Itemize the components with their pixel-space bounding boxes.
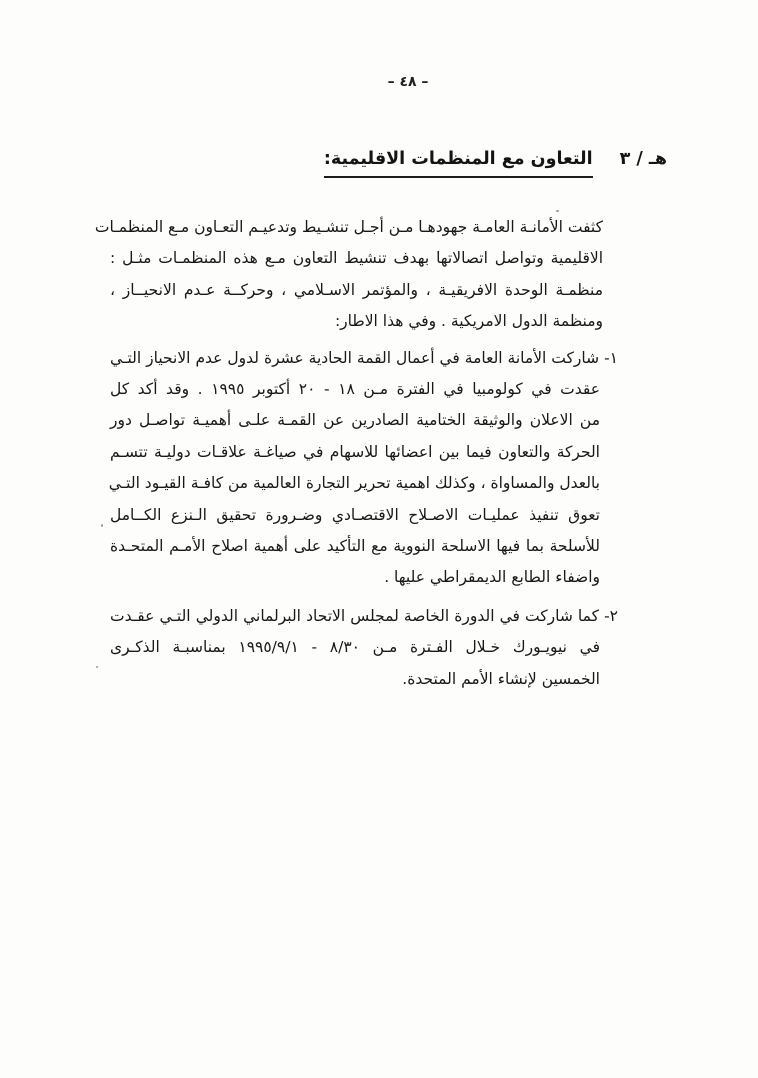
section-title: التعاون مع المنظمات الاقليمية: [324, 149, 593, 178]
text-line: تعوق تنفيذ عمليـات الاصـلاح الاقتصـادي وضـرورة تحقيق الـنزع الكــامل [110, 505, 600, 524]
section-number: هـ / ٣ [619, 149, 667, 169]
text-line: كثفت الأمانـة العامـة جهودهـا مـن أجـل تنشـيط وتدعيـم التعـاون مـع المنظمـات [94, 218, 603, 236]
text-line: منظمـة الوحدة الافريقيـة ، والمؤتمر الاسـلامي ، وحركــة عـدم الانحيــاز ، [110, 280, 603, 299]
text-line: في نيويـورك خـلال الفـترة مـن ٨/٣٠ - ١٩٩٥/٩/١ بمناسبـة الذكـرى [110, 638, 600, 657]
text-line: من الاعلان والوثيقة الختامية الصادرين عن القمـة علـى أهميـة تواصـل دور [110, 411, 600, 430]
list-item-2 [110, 601, 618, 695]
scan-speck [101, 524, 103, 527]
text-line: ومنظمة الدول الامريكية . وفي هذا الاطار: [334, 312, 603, 331]
body-text [94, 212, 618, 695]
text-line: ١- شاركت الأمانة العامة في أعمال القمة الحادية عشرة لدول عدم الانحياز التـي [110, 348, 618, 367]
scan-speck [556, 210, 559, 212]
intro-paragraph [94, 212, 618, 338]
scan-speck [96, 666, 98, 668]
page-number: – ٤٨ – [387, 74, 429, 90]
text-line: ٢- كما شاركت في الدورة الخاصة لمجلس الاتحاد البرلماني الدولي التـي عقـدت [110, 606, 618, 625]
text-line: للأسلحة بما فيها الاسلحة النووية مع التأكيد على أهمية اصلاح الأمـم المتحـدة [110, 537, 600, 556]
list-item-1 [110, 343, 618, 594]
section-heading [324, 149, 667, 178]
text-line: بالعدل والمساواة ، وكذلك اهمية تحرير التجارة العالمية من كافـة القيـود التـي [108, 474, 600, 493]
text-line: الخمسين لإنشاء الأمم المتحدة. [402, 669, 600, 688]
text-line: عقدت في كولومبيا في الفترة مـن ١٨ - ٢٠ أكتوبر ١٩٩٥ . وقد أكد كل [110, 380, 601, 399]
text-line: الحركة والتعاون فيما بين اعضائها للاسهام في صياغـة علاقـات دوليـة تتسـم [110, 442, 600, 461]
text-line: واضفاء الطابع الديمقراطي عليها . [384, 568, 600, 587]
text-line: الاقليمية وتواصل اتصالاتها بهدف تنشيط التعاون مـع هذه المنظمـات مثـل : [110, 249, 603, 268]
